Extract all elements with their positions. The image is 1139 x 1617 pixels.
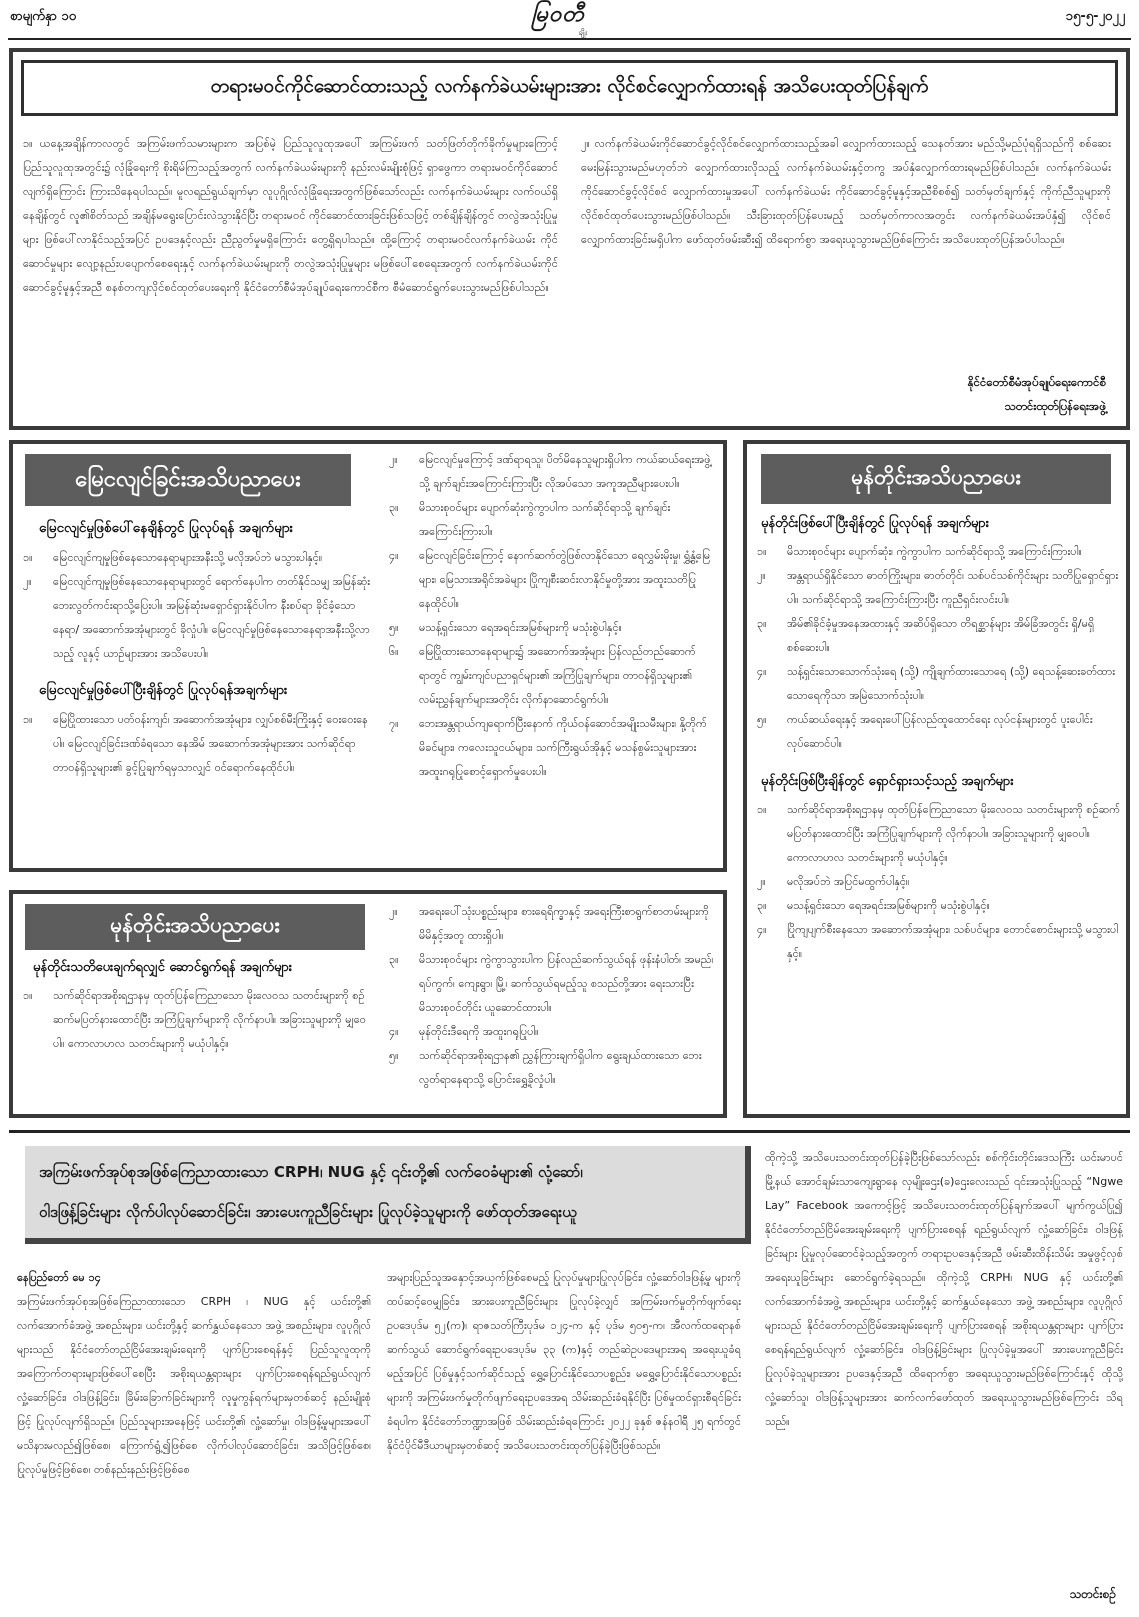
storm-left-item-2-3: ၃။ မိသားစုဝင်များ ကွဲကွာသွားပါက ပြန်လည်ဆက်သွယ်ရန် ဖုန်းနံပါတ်၊ အမည်၊ ရပ်ကွက်၊ ကျေးရွာ၊ မြို့၊ ဆက်သွယ်ရမည့်သူ စသည်တို့အား ရေးသားပြီး မိသားစုဝင်တိုင်း ယူဆောင်ထားပါ။ [389,953,714,1014]
bottom-title-line-1: အကြမ်းဖက်အုပ်စုအဖြစ်ကြေညာထားသော CRPH၊ NUG နှင့် ၎င်းတို့၏ လက်ဝေခံများ၏ လုံ့ဆော်၊ [39,1163,583,1181]
earthquake-box [9,440,727,872]
bottom-col-1-text: အကြမ်းဖက်အုပ်စုအဖြစ်ကြေညာထားသော CRPH ၊ NUG နှင့် ယင်းတို့၏ လက်အောက်ခံအဖွဲ့ အစည်းများ၊ ယင်းတို့နှင့် ဆက်နွှယ်နေသော အဖွဲ့ အစည်းများ၊ လူပုဂ္ဂိုလ်များသည် နိုင်ငံတော်တည်ငြိမ်အေးချမ်းရေးကို ပျက်ပြားစေရန်နှင့် ပြည်သူလူထုကို အကြောက်တရားများဖြစ်ပေါ်စေပြီး အစိုးရယန္တရားများ ပျက်ပြားစေရန်ရည်ရွယ်လျက် လှုံ့ဆော်ခြင်း၊ ဝါဒဖြန့်ခြင်း၊ ခြိမ်းခြောက်ခြင်းများကို လူမှုကွန်ရက်များမှတစ်ဆင့် နည်းမျိုးစုံဖြင့် ပြုလုပ်လျက်ရှိသည်။ ပြည်သူများအနေဖြင့် ယင်းတို့၏ လှုံ့ဆော်မှု၊ ဝါဒဖြန့်မှုများအပေါ် မသိနားမလည်၍ဖြစ်စေ၊ ကြောက်ရွံ့၍ဖြစ်စေ လိုက်ပါလုပ်ဆောင်ခြင်း၊ အသိဖြင့်ဖြစ်စေ၊ ပြုလုပ်မှုဖြင့်ဖြစ်စေ၊ တစ်နည်းနည်းဖြင့်ဖြစ်စေ [17,1295,371,1476]
announcement-paragraph-1: ၁။ ယနေ့အချိန်ကာလတွင် အကြမ်းဖက်သမားများက အပြစ်မဲ့ ပြည်သူလူထုအပေါ် အကြမ်းဖက် သတ်ဖြတ်တိုက်ခိုက်မှုများကြောင့် ပြည်သူလူထုအတွင်း၌ လုံခြုံရေးကို စိုးရိမ်ကြသည့်အတွက် လက်နက်ခဲယမ်းများကို နည်းလမ်းမျိုးစုံဖြင့် ရှာဖွေကာ တရားမဝင်ကိုင်ဆောင်လျက်ရှိကြောင်း ကြားသိနေရပါသည်။ မူလရည်ရွယ်ချက်မှာ လူပုဂ္ဂိုလ်လုံခြုံရေးအတွက်ဖြစ်သော်လည်း လက်နက်ခဲယမ်းများ လက်ဝယ်ရှိနေချိန်တွင် လူ၏စိတ်သည် အချိန်မရွေးပြောင်းလဲသွားနိုင်ပြီး တရားမဝင် ကိုင်ဆောင်ထားခြင်းဖြစ်သဖြင့် တစ်ချိန်ချိန်တွင် တလွဲအသုံးပြုမှုများ ဖြစ်ပေါ်လာနိုင်သည့်အပြင် ဥပဒေနှင့်လည်း ညီညွတ်မှုမရှိကြောင်း တွေ့ရှိရပါသည်။ ထို့ကြောင့် တရားမဝင်လက်နက်ခဲယမ်း ကိုင်ဆောင်မှုများ လျော့နည်းပပျောက်စေရေးနှင့် လက်နက်ခဲယမ်းများကို တလွဲအသုံးပြုမှုများ မဖြစ်ပေါ်စေရေးအတွက် လက်နက်ခဲယမ်းကိုင်ဆောင်ခွင့်မူနှင့်အညီ စနစ်တကျလိုင်စင်ထုတ်ပေးရေးကို နိုင်ငံတော်စီမံအုပ်ချုပ်ရေးကောင်စီက စီမံဆောင်ရွက်ပေးသွားမည်ဖြစ်ပါသည်။ [23,137,558,294]
bottom-article [9,1136,1130,1610]
storm-right-item-1-4: ၄။ သန့်ရှင်းသောသောက်သုံးရေ (သို့) ကျိုချက်ထားသောရေ (သို့) ရေသန့်ဆေးခတ်ထားသောရေကိုသာ အမြဲသောက်သုံးပါ။ [757,665,1115,702]
bottom-col-3-text: ထိုကဲ့သို့ အသိပေးသတင်းထုတ်ပြန်ခဲ့ပြီးဖြစ်သော်လည်း စစ်ကိုင်းတိုင်းဒေသကြီး ယင်းမာပင်မြို့နယ် အောင်ချမ်းသာကျေးရွာနေ လှမျိုးဌေး(ခ)ဌေးလေးသည် ၎င်းအသုံးပြုသည့် “Ngwe Lay” Facebook အကောင့်ဖြင့် အသိပေးသတင်းထုတ်ပြန်ချက်အပေါ် မျက်ကွယ်ပြု၍ နိုင်ငံတော်တည်ငြိမ်အေးချမ်းရေးကို ပျက်ပြားစေရန် ရည်ရွယ်လျက် လှုံ့ဆော်ခြင်း၊ ဝါဒဖြန့်ခြင်းများ ပြုမှုလုပ်ဆောင်ခဲ့သည့်အတွက် တရားဥပဒေနှင့်အညီ ဖမ်းဆီးထိန်းသိမ်း အမှုဖွင့်လှစ်အရေးယူခြင်းများ ဆောင်ရွက်ခဲ့ရသည်။ ထိုကဲ့သို့ CRPH၊ NUG နှင့် ယင်းတို့၏ လက်အောက်ခံအဖွဲ့ အစည်းများ၊ ယင်းတို့နှင့် ဆက်နွှယ်နေသော အဖွဲ့ အစည်းများ၊ လူပုဂ္ဂိုလ်များသည် နိုင်ငံတော်တည်ငြိမ်အေးချမ်းရေးကို ပျက်ပြားစေရန် အစိုးရယန္တရားများ ပျက်ပြားစေရန်ရည်ရွယ်လျက် လှုံ့ဆော်ခြင်း၊ ဝါဒဖြန့်ခြင်းများ ပြုလုပ်ခဲ့မှုအပေါ် အားပေးကူညီခြင်းပြုလုပ်ခဲ့သူများအား ဥပဒေနှင့်အညီ ထိရောက်စွာ အရေးယူသွားမည်ဖြစ်ကြောင်းနှင့် ထိုသို့လှုံ့ဆော်သူ၊ ဝါဒဖြန့်သူများအား ဆက်လက်ဖော်ထုတ် အရေးယူသွားမည်ဖြစ်ကြောင်း သိရသည်။ [765,1151,1123,1428]
earthquake-subheading-2: မြေငလျင်မှုဖြစ်ပေါ်ပြီးချိန်တွင် ပြုလုပ်ရန်အချက်များ [39,682,288,698]
storm-left-item-2-5: ၅။ သက်ဆိုင်ရာအစိုးရဌာန၏ ညွှန်ကြားချက်ရှိပါက ရွေးချယ်ထားသော ဘေးလွတ်ရာနေရာသို့ ပြောင်းရွှေ့ခိုလှုံပါ။ [389,1049,702,1086]
earthquake-item-2-7: ၇။ ဘေးအန္တရာယ်ကျရောက်ပြီးနောက် ကိုယ်ဝန်ဆောင်အမျိုးသမီးများ၊ နို့တိုက်မိခင်များ၊ ကလေးသူငယ်များ၊ သက်ကြီးရွယ်အိုနှင့် မသန်စွမ်းသူများအား အထူးဂရုပြုစောင့်ရှောက်မှုပေးပါ။ [389,717,707,778]
storm-right-item-2-4: ၄။ ပြိုကျပျက်စီးနေသော အဆောက်အအုံများ၊ သစ်ပင်များ၊ တောင်စောင်းများသို့ မသွားပါနှင့်။ [757,923,1119,960]
announcement-title-box [21,60,1118,116]
storm-right-item-1-3: ၃။ အိမ်၏ခိုင်ခံ့မှုအနေအထားနှင့် အဆိပ်ရှိသော တိရစ္ဆာန်များ အိမ်ခြံအတွင်း ရှိ/မရှိ စစ်ဆေးပါ။ [757,617,1095,654]
bottom-byline: သတင်းစဉ် [1069,1587,1116,1601]
announcement-title: တရားမဝင်ကိုင်ဆောင်ထားသည့် လက်နက်ခဲယမ်းများအား လိုင်စင်လျှောက်ထားရန် အသိပေးထုတ်ပြန်ချက် [210,75,929,97]
storm-left-item-2-4: ၄။ မုန်တိုင်းဒီရေကို အထူးဂရုပြုပါ။ [389,1025,539,1038]
storm-right-item-1-1: ၁။ မိသားစုဝင်များ ပျောက်ဆုံး၊ ကွဲကွာပါက သက်ဆိုင်ရာသို့ အကြောင်းကြားပါ။ [757,545,1082,558]
newspaper-logo [498,2,618,37]
storm-right-item-1-5: ၅။ ကယ်ဆယ်ရေးနှင့် အရေးပေါ်ပြန်လည်ထူထောင်ရေး လုပ်ငန်းများတွင် ပူးပေါင်းလုပ်ဆောင်ပါ။ [757,713,1093,750]
storm-right-item-2-1: ၁။ သက်ဆိုင်ရာအစိုးရဌာနမှ ထုတ်ပြန်ကြေညာသော မိုးလေဝသ သတင်းများကို စဉ်ဆက်မပြတ်နားထောင်ပြီး အကြံပြုချက်များကို လိုက်နာပါ။ အခြားသူများကို မျှဝေပါ။ ကောလာဟလ သတင်းများကို မယုံပါနှင့်။ [757,803,1120,864]
bottom-col-2 [387,1266,741,1602]
page-number: စာမျက်နှာ ၁၀ [10,9,77,24]
storm-box-left [9,890,727,1118]
storm-left-title-bar [25,904,365,950]
logo-text: မြဝတီ [531,2,585,27]
announcement-left-column [23,132,558,422]
earthquake-item-2-2: ၂။ မြေငလျင်မှုကြောင့် ဒဏ်ရာရသူ၊ ပိတ်မိနေသူများရှိပါက ကယ်ဆယ်ရေးအဖွဲ့သို့ ချက်ချင်းအကြောင်းကြားပြီး လိုအပ်သော အကူအညီများပေးပါ။ [389,453,711,490]
storm-box-right [743,440,1130,1118]
earthquake-left-col [17,516,377,870]
storm-right-item-2-3: ၃။ မသန့်ရှင်းသော ရေအရင်းအမြစ်များကို မသုံးစွဲပါနှင့်။ [757,899,990,912]
storm-right-title: မုန်တိုင်းအသိပညာပေး [851,464,1021,489]
earthquake-title-bar [25,454,351,506]
storm-right-content [751,512,1123,1112]
signature-line-1: နိုင်ငံတော်စီမံအုပ်ချုပ်ရေးကောင်စီ [967,375,1106,389]
bottom-col-3 [765,1146,1123,1586]
page-date: ၁၅-၅-၂၀၂၂ [1065,9,1125,24]
storm-left-title: မုန်တိုင်းအသိပညာပေး [110,912,280,937]
storm-right-subheading-2: မုန်တိုင်းဖြစ်ပြီးချိန်တွင် ရှောင်ရှားသင့်သည့် အချက်များ [761,774,1014,789]
announcement-paragraph-2: ၂။ လက်နက်ခဲယမ်းကိုင်ဆောင်ခွင့်လိုင်စင်လျှောက်ထားသည့်အခါ လျှောက်ထားသည့် သေနတ်အား မည်သို့မည်ပုံရရှိသည်ကို စစ်ဆေးမေးမြန်းသွားမည်မဟုတ်ဘဲ လျှောက်ထားလိုသည့် လက်နက်ခဲယမ်းနှင့်တကွ အပ်နှံလျှောက်ထားရမည်ဖြစ်ပါသည်။ လက်နက်ခဲယမ်း ကိုင်ဆောင်ခွင့်လိုင်စင် လျှောက်ထားမှုအပေါ် လက်နက်ခဲယမ်း ကိုင်ဆောင်ခွင့်မူနှင့်အညီစိစစ်၍ သတ်မှတ်ချက်နှင့် ကိုက်ညီသူများကို လိုင်စင်ထုတ်ပေးသွားမည်ဖြစ်ပါသည်။ သီးခြားထုတ်ပြန်ပေးမည့် သတ်မှတ်ကာလအတွင်း လက်နက်ခဲယမ်းအပ်နှံ၍ လိုင်စင်လျှောက်ထားခြင်းမရှိပါက ဖော်ထုတ်ဖမ်းဆီး၍ ထိရောက်စွာ အရေးယူသွားမည်ဖြစ်ကြောင်း အသိပေးထုတ်ပြန်အပ်ပါသည်။ [581,137,1111,246]
storm-left-col-2 [383,900,721,1114]
announcement-signature [746,370,1106,418]
announcement-right-column [581,132,1111,332]
header-rule [8,38,1131,40]
earthquake-right-col [383,448,721,868]
storm-right-item-2-2: ၂။ မလိုအပ်ဘဲ အပြင်မထွက်ပါနှင့်။ [757,875,910,888]
storm-right-item-1-2: ၂။ အန္တရာယ်ရှိနိုင်သော ဓာတ်ကြိုးများ၊ ဓာတ်တိုင်၊ သစ်ပင်သစ်ကိုင်းများ သတိပြုရှောင်ရှားပါ။ သက်ဆိုင်ရာသို့ အကြောင်းကြားပြီး ကူညီရှင်းလင်းပါ။ [757,569,1119,606]
earthquake-item-2-3: ၃။ မိသားစုဝင်များ ပျောက်ဆုံးကွဲကွာပါက သက်ဆိုင်ရာသို့ ချက်ချင်း အကြောင်းကြားပါ။ [389,501,671,538]
bottom-title-box [25,1146,751,1244]
earthquake-item-2-1: ၁။ မြေပြိုထားသော ပတ်ဝန်းကျင်၊ အဆောက်အအုံများ၊ လျှပ်စစ်မီးကြိုးနှင့် ဝေးဝေးနေပါ။ မြေငလျင်ခြင်းဒဏ်ခံရသော နေအိမ် အဆောက်အအုံများအား သက်ဆိုင်ရာ တာဝန်ရှိသူများ၏ ခွင့်ပြုချက်ရမှသာလျှင် ဝင်ရောက်နေထိုင်ပါ။ [23,713,368,774]
storm-left-item-2-2: ၂။ အရေးပေါ်သုံးပစ္စည်းများ၊ စားရေရိက္ခာနှင့် အရေးကြီးစာရွက်စာတမ်းများကို မိမိနှင့်အတူ ထားရှိပါ။ [389,905,709,942]
signature-line-2: သတင်းထုတ်ပြန်ရေးအဖွဲ့ [1004,399,1106,413]
bottom-col-2-text: အများပြည်သူအနှောင့်အယှက်ဖြစ်စေမည့် ပြုလုပ်မှုများပြုလုပ်ခြင်း၊ လှုံ့ဆော်ဝါဒဖြန့်မှု များကို ထပ်ဆင့်ဝေမျှခြင်း၊ အားပေးကူညီခြင်းများ ပြုလုပ်ခဲ့လျှင် အကြမ်းဖက်မှုတိုက်ဖျက်ရေး ဥပဒေပုဒ်မ ၅၂(က)၊ ရာဇသတ်ကြီးပုဒ်မ ၁၂၄-က နှင့် ပုဒ်မ ၅၀၅-က၊ အီလက်ထရောနစ်ဆက်သွယ် ဆောင်ရွက်ရေးဥပဒေပုဒ်မ ၃၃ (က)နှင့် တည်ဆဲဥပဒေများအရ အရေးယူခံရမည့်အပြင် ပြစ်မှုနှင့်သက်ဆိုင်သည့် ရွှေ့ပြောင်းနိုင်သောပစ္စည်း၊ မရွှေ့ပြောင်းနိုင်သောပစ္စည်းများကို အကြမ်းဖက်မှုတိုက်ဖျက်ရေးဥပဒေအရ သိမ်းဆည်းခံရနိုင်ပြီး ပြစ်မှုထင်ရှားစီရင်ခြင်းခံရပါက နိုင်ငံတော်ဘဏ္ဍာအဖြစ် သိမ်းဆည်းခံရကြောင်း ၂၀၂၂ ခုနှစ် ဇန်နဝါရီ ၂၅ ရက်တွင် နိုင်ငံပိုင်မီဒီယာများမှတစ်ဆင့် အသိပေးသတင်းထုတ်ပြန်ခဲ့ပြီးဖြစ်သည်။ [387,1271,741,1452]
storm-right-subheading-1: မုန်တိုင်းဖြစ်ပေါ်ပြီးချိန်တွင် ပြုလုပ်ရန် အချက်များ [761,516,990,531]
storm-left-subheading-1: မုန်တိုင်းသတိပေးချက်ရလျှင် ဆောင်ရွက်ရန် အချက်များ [33,960,293,975]
earthquake-item-2-6: ၆။ မြေပြိုထားသောနေရာများ၌ အဆောက်အအုံများ ပြန်လည်တည်ဆောက်ရာတွင် ကျွမ်းကျင်ပညာရှင်များ၏ အကြံပြုချက်များ၊ တာဝန်ရှိသူများ၏ လမ်းညွှန်ချက်များအတိုင်း လိုက်နာဆောင်ရွက်ပါ။ [389,645,696,706]
earthquake-item-2-4: ၄။ မြေငလျင်ခြင်းကြောင့် နောက်ဆက်တွဲဖြစ်လာနိုင်သော ရေလွှမ်းမိုးမှု၊ ရွှံ့နွံ့မြေများ၊ မြေသားအရိုင်အခဲများ ပြိုကျစီးဆင်းလာနိုင်မှုတို့အား အထူးသတိပြုနေထိုင်ပါ။ [389,549,711,610]
announcement-box [9,48,1130,430]
logo-subtext: ချိုး [578,28,588,37]
earthquake-item-1-1: ၁။ မြေငလျင်ကျမှုဖြစ်နေသောနေရာများအနီးသို့ မလိုအပ်ဘဲ မသွားပါနှင့်။ [23,551,323,564]
storm-left-col-1 [17,956,377,1112]
earthquake-title: မြေငလျင်ခြင်းအသိပညာပေး [75,466,301,492]
bottom-top-rule [9,1130,1130,1133]
storm-left-item-1-1: ၁။ သက်ဆိုင်ရာအစိုးရဌာနမှ ထုတ်ပြန်ကြေညာသော မိုးလေဝသ သတင်းများကို စဉ်ဆက်မပြတ်နားထောင်ပြီး အကြံပြုချက်များကို လိုက်နာပါ။ အခြားသူများကို မျှဝေပါ။ ကောလာဟလ သတင်းများကို မယုံပါနှင့်။ [23,989,366,1050]
earthquake-item-2-5: ၅။ မသန့်ရှင်းသော ရေအရင်းအမြစ်များကို မသုံးစွဲပါနှင့်။ [389,621,622,634]
page-header [0,0,1139,40]
bottom-dateline: နေပြည်တော် မေ ၁၄ [17,1271,101,1284]
bottom-title-line-2: ဝါဒဖြန့်ခြင်းများ လိုက်ပါလုပ်ဆောင်ခြင်း၊ အားပေးကူညီခြင်းများ ပြုလုပ်ခဲ့သူများကို ဖော်ထုတ်အရေးယူ [39,1203,577,1221]
bottom-col-1 [17,1266,371,1602]
earthquake-subheading-1: မြေငလျင်မှုဖြစ်ပေါ်နေချိန်တွင် ပြုလုပ်ရန် အချက်များ [39,520,294,536]
storm-right-title-bar [761,454,1111,504]
earthquake-item-1-2: ၂။ မြေငလျင်ကျမှုဖြစ်နေသောနေရာများတွင် ရောက်နေပါက တတ်နိုင်သမျှ အမြန်ဆုံးဘေးလွတ်ကင်းရာသို့ပြေးပါ။ အမြန်ဆုံးမရှောင်ရှားနိုင်ပါက နီးစပ်ရာ ခိုင်ခံ့သောနေရာ/ အဆောက်အအုံများတွင် ခိုလှုံပါ။ မြေငလျင်မှုဖြစ်နေသောနေရာအနီးသို့လာသည့် လူနှင့် ယာဉ်များအား အသိပေးပါ။ [23,575,371,660]
